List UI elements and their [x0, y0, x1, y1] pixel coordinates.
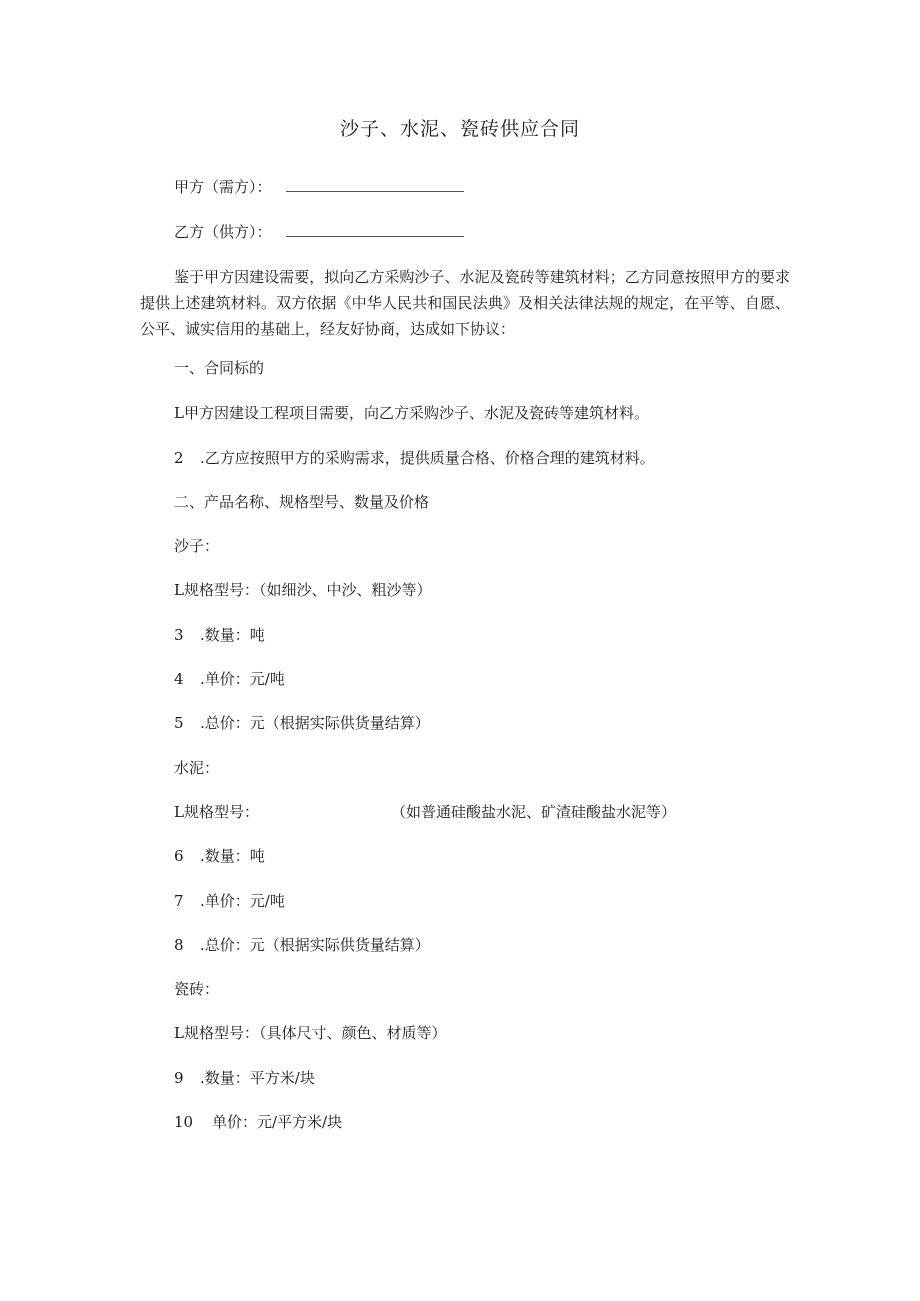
item-number: 5	[174, 714, 184, 732]
cement-total-price	[174, 934, 430, 956]
cement-spec	[174, 801, 676, 823]
party-b-line	[174, 221, 464, 243]
item-text: .数量：吨	[200, 626, 265, 644]
tile-unit-price	[174, 1111, 342, 1133]
sand-total-price	[174, 712, 430, 734]
party-a-line	[174, 176, 464, 198]
item-number: 3	[174, 626, 184, 644]
party-b-label: 乙方（供方）：	[174, 223, 272, 241]
sand-spec: L规格型号：（如细沙、中沙、粗沙等）	[174, 581, 432, 599]
item-text: .乙方应按照甲方的采购需求，提供质量合格、价格合理的建筑材料。	[200, 449, 655, 467]
party-b-blank	[286, 222, 464, 237]
item-text: .单价：元/吨	[200, 892, 285, 910]
tile-spec: L规格型号：（具体尺寸、颜色、材质等）	[174, 1024, 447, 1042]
tile-heading: 瓷砖：	[174, 980, 220, 998]
item-number: 6	[174, 847, 184, 865]
cement-spec-note: （如普通硅酸盐水泥、矿渣硅酸盐水泥等）	[390, 803, 676, 821]
item-text: .数量：吨	[200, 847, 265, 865]
cement-spec-label: L规格型号：	[174, 803, 259, 821]
tile-quantity	[174, 1067, 315, 1089]
preamble-paragraph: 鉴于甲方因建设需要，拟向乙方采购沙子、水泥及瓷砖等建筑材料；乙方同意按照甲方的要求提供上述建筑材料。双方依据《中华人民共和国民法典》及相关法律法规的规定，在平等、自愿、公平、诚实信用的基础上，经友好协商，达成如下协议：	[140, 268, 790, 338]
item-number: 10	[174, 1113, 194, 1131]
item-number: 2	[174, 449, 184, 467]
item-number: 8	[174, 936, 184, 954]
item-text: .单价：元/吨	[200, 670, 285, 688]
cement-heading: 水泥：	[174, 759, 220, 777]
section2-heading: 二、产品名称、规格型号、数量及价格	[174, 493, 430, 511]
cement-quantity	[174, 845, 265, 867]
section1-item1: L甲方因建设工程项目需要，向乙方采购沙子、水泥及瓷砖等建筑材料。	[174, 404, 649, 422]
item-text: 单价：元/平方米/块	[212, 1113, 343, 1131]
section1-item2	[174, 447, 655, 469]
item-number: 9	[174, 1069, 184, 1087]
item-text: .数量：平方米/块	[200, 1069, 315, 1087]
item-text: .总价：元（根据实际供货量结算）	[200, 936, 430, 954]
sand-unit-price	[174, 668, 285, 690]
item-number: 4	[174, 670, 184, 688]
cement-unit-price	[174, 890, 285, 912]
party-a-label: 甲方（需方）：	[174, 178, 272, 196]
item-number: 7	[174, 892, 184, 910]
item-text: .总价：元（根据实际供货量结算）	[200, 714, 430, 732]
sand-quantity	[174, 624, 265, 646]
section1-heading: 一、合同标的	[174, 359, 265, 377]
party-a-blank	[286, 177, 464, 192]
document-title: 沙子、水泥、瓷砖供应合同	[339, 118, 580, 140]
sand-heading: 沙子：	[174, 537, 220, 555]
